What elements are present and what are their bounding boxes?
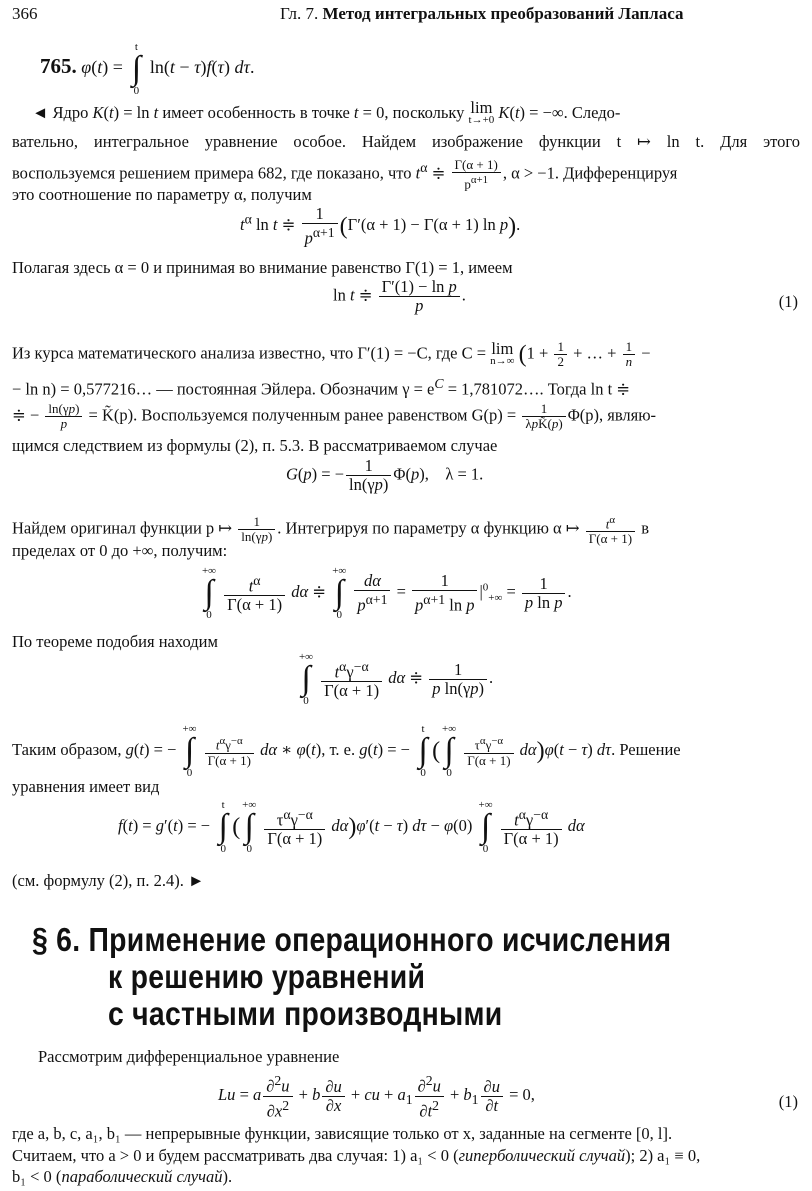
section-text-1: где a, b, c, a₁, b₁ — непрерывные функции, зависящие только от x, заданные на сегменте [0, l].	[12, 1124, 673, 1143]
section-title-line-3: с частными производными	[108, 995, 503, 1032]
text-line-1: ◄ Ядро K(t) = ln t имеет особенность в точке t = 0, поскольку lim t→+0 K(t) = −∞. Следо-	[32, 98, 621, 126]
text-line-13: Таким образом, g(t) = − +∞ ∫ 0 $\frac{t^\alpha\gamma^{-\alpha}}{\Gamma(\alpha + 1)}$ dα ∗ φ(t), т. е. g(t) = − t ∫ 0 ( +∞ ∫ 0 $\frac{\tau^\alpha\gamma^{-\alpha}}{\Gamma(\alpha + 1)}$ dα)φ(t − τ) dτ. Решение	[12, 723, 681, 779]
problem-statement: 765. φ(t) = t ∫ 0 ln(t − τ)f(τ) dτ.	[40, 41, 255, 97]
text-line-12: По теореме подобия находим	[12, 632, 218, 651]
equation-derivative: $t^\alpha$ ln t ≑ $\frac{1}{p^{\alpha+1}}$ (Γ′(α + 1) − Γ(α + 1) ln p).	[240, 204, 521, 248]
section-text-3: b₁ < 0 (параболический случай).	[12, 1167, 233, 1186]
equation-label-1: (1)	[778, 292, 798, 311]
text-line-5: Полагая здесь α = 0 и принимая во внимание равенство Γ(1) = 1, имеем	[12, 258, 513, 277]
section-title-line-1: § 6. Применение операционного исчисления	[32, 921, 672, 958]
equation-solution: f(t) = g′(t) = − t ∫ 0 ( +∞ ∫ 0 $\frac{\tau^\alpha\gamma^{-\alpha}}{\Gamma(\alpha + 1)}$ dα)φ′(t − τ) dτ − φ(0) +∞ ∫ 0 $\frac{t^\alpha\gamma^{-\alpha}}{\Gamma(\alpha + 1)}$ dα	[118, 799, 585, 855]
section-intro: Рассмотрим дифференциальное уравнение	[38, 1047, 340, 1066]
text-line-2: вательно, интегральное уравнение особое. Найдем изображение функции t ↦ ln t. Для этого	[12, 132, 800, 151]
text-line-3: воспользуемся решением примера 682, где показано, что $t^\alpha$ ≑ $\frac{\Gamma(\alpha + 1)}{p^{\alpha+1}}$ , α > −1. Дифференцируя	[12, 157, 678, 192]
section-text-2: Считаем, что a > 0 и будем рассматривать два случая: 1) a₁ < 0 (гиперболический случай); 2) a₁ ≡ 0,	[12, 1146, 701, 1165]
running-head: Гл. 7. Метод интегральных преобразований Лапласа	[280, 4, 684, 23]
equation-1: ln t ≑ $\frac{\text{Γ′(1) − ln p}}{p}$ .	[333, 277, 466, 315]
text-line-10: Найдем оригинал функции p ↦ $\frac{1}{\ln(\gamma p)}$ . Интегрируя по параметру α функцию α ↦ $\frac{t^\alpha}{\Gamma(\alpha + 1)}$ в	[12, 514, 650, 547]
text-line-14: уравнения имеет вид	[12, 777, 160, 796]
text-line-15: (см. формулу (2), п. 2.4). ►	[12, 871, 205, 890]
running-header	[12, 4, 800, 24]
text-line-4: это соотношение по параметру α, получим	[12, 185, 312, 204]
equation-pde: Lu = a $\frac{\partial^2u}{\partial x^2}$ + b $\frac{\partial u}{\partial x}$ + cu + $a_1$ $\frac{\partial^2u}{\partial t^2}$ + $b_1$ $\frac{\partial u}{\partial t}$ = 0,	[218, 1073, 535, 1120]
equation-integral-2: +∞ ∫ 0 $\frac{t^\alpha\gamma^{-\alpha}}{\Gamma(\alpha + 1)}$ dα ≑ $\frac{1}{\text{p ln(γp)}}$ .	[298, 651, 494, 707]
text-line-9: щимся следствием из формулы (2), п. 5.3. В рассматриваемом случае	[12, 436, 498, 455]
text-line-6: Из курса математического анализа известно, что Γ′(1) = −C, где C = lim n→∞ (1 + $\frac{1}{2}$ + … + $\frac{1}{n}$ −	[12, 338, 651, 369]
equation-G: G(p) = − $\frac{1}{\ln(\gamma p)}$ Φ(p), λ = 1.	[286, 456, 484, 494]
section-title-line-2: к решению уравнений	[108, 958, 426, 995]
text-line-7: − ln n) = 0,577216… — постоянная Эйлера. Обозначим $\gamma = e^C$ = 1,781072…. Тогда ln t ≑	[12, 376, 631, 399]
text-line-11: пределах от 0 до +∞, получим:	[12, 541, 228, 560]
equation-integral-1: +∞ ∫ 0 $\frac{t^\alpha}{\Gamma(\alpha + 1)}$ dα ≑ +∞ ∫ 0 $\frac{d\alpha}{p^{\alpha+1}}$ = $\frac{1}{p^{\alpha+1} \ln p}$ $|^0_{+\infty}$ = $\frac{1}{\text{p ln p}}$ .	[201, 565, 572, 621]
text-line-8: ≑ − $\frac{\ln(\gamma p)}{p}$ = K̃(p). Воспользуемся полученным ранее равенством G(p) = $\frac{1}{\text{λpK̃(p)}}$ Φ(p), являю-	[12, 401, 657, 431]
page-number: 366	[12, 4, 38, 23]
problem-number: 765.	[40, 54, 77, 79]
equation-label-2: (1)	[778, 1092, 798, 1111]
